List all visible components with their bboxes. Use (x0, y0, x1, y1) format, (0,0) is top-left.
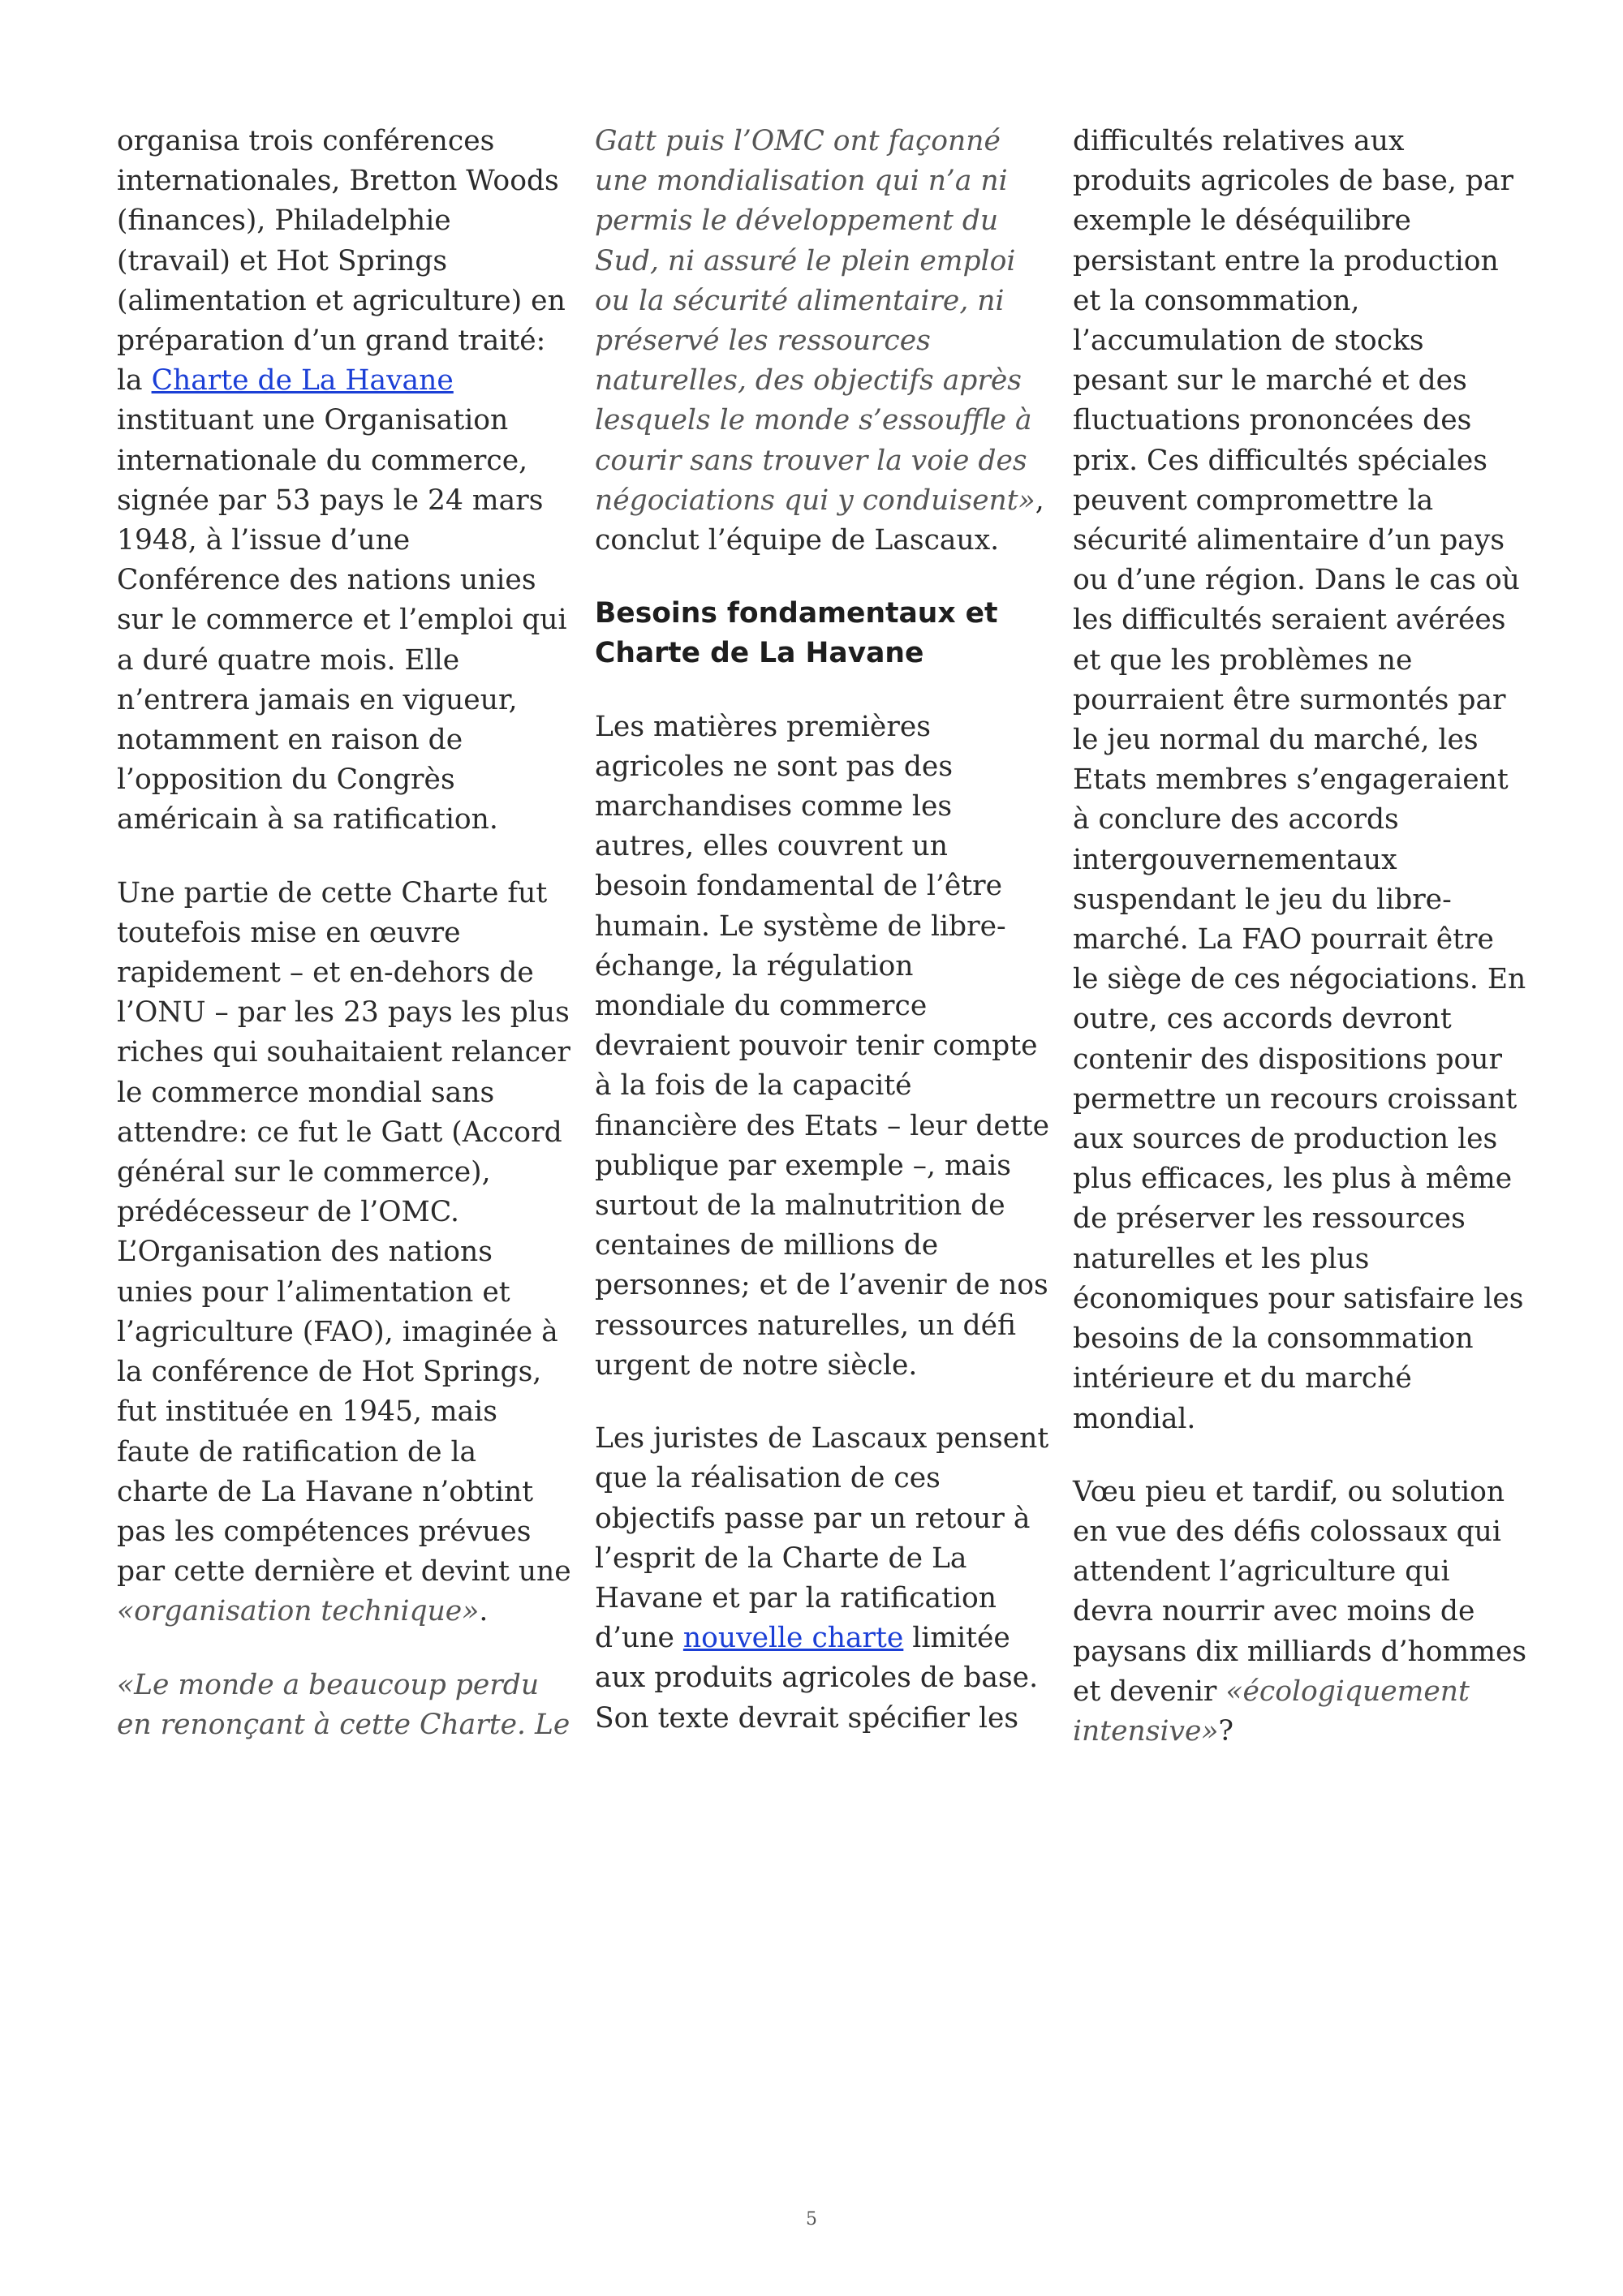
paragraph-quote-end (595, 122, 1049, 561)
paragraph-gatt (117, 874, 571, 1632)
paragraph-text: ? (1218, 1714, 1234, 1748)
paragraph-text: Les juristes de Lascaux pensent que la réalisation de ces objectifs passe par un retour à l’esprit de la Charte de La Havane et par la ratification d’une (595, 1422, 1049, 1655)
paragraph-difficultes: difficultés relatives aux produits agricoles de base, par exemple le déséquilibre persistant entre la production et la consommation, l’accumulation de stocks pesant sur le marché et des fluctuations prononcées des prix. Ces difficultés spéciales peuvent compromettre la sécurité alimentaire d’un pays ou d’une région. Dans le cas où les difficultés seraient avérées et que les problèmes ne pourraient être surmontés par le jeu normal du marché, les Etats membres s’engageraient à conclure des accords intergouvernementaux suspendant le jeu du libre-marché. La FAO pourrait être le siège de ces négociations. En outre, ces accords devront contenir des dispositions pour permettre un recours croissant aux sources de production les plus efficaces, les plus à même de préserver les ressources naturelles et les plus économiques pour satisfaire les besoins de la consommation intérieure et du marché mondial. (1073, 125, 1526, 1435)
paragraph-text: Vœu pieu et tardif, ou solution en vue des défis colossaux qui attendent l’agriculture qui devra nourrir avec moins de paysans dix milliards d’hommes et devenir (1073, 1475, 1527, 1708)
paragraph-juristes (595, 1419, 1049, 1739)
paragraph-text: . (479, 1595, 489, 1628)
paragraph-text: limitée aux produits agricoles de base. Son texte devrait spécifier les (595, 1622, 1039, 1735)
paragraph-conferences (117, 122, 571, 841)
paragraph-text: , conclut l’équipe de Lascaux. (595, 484, 1044, 557)
paragraph-conclusion (1073, 1473, 1527, 1752)
paragraph-text: organisa trois conférences internationales, Bretton Woods (finances), Philadelphie (travail) et Hot Springs (alimentation et agriculture) en préparation d’un grand traité: la (117, 125, 566, 398)
italic-quote: Gatt puis l’OMC ont façonné une mondialisation qui n’a ni permis le développement du Sud, ni assuré le plein emploi ou la sécurité alimentaire, ni préservé les ressources naturelles, des objectifs après lesquels le monde s’essouffle à courir sans trouver la voie des négociations qui y conduisent» (595, 125, 1035, 517)
italic-quote: «écologiquement intensive» (1073, 1675, 1470, 1748)
section-heading: Besoins fondamentaux et Charte de La Havane (595, 597, 998, 670)
column-1 (117, 122, 571, 1745)
column-3 (1073, 122, 1527, 1752)
page-number: 5 (806, 2209, 817, 2229)
paragraph-text: instituant une Organisation internationale du commerce, signée par 53 pays le 24 mars 1948, à l’issue d’une Conférence des nations unies sur le commerce et l’emploi qui a duré quatre mois. Elle n’entrera jamais en vigueur, notamment en raison de l’opposition du Congrès américain à sa ratification. (117, 404, 567, 836)
nouvelle-charte-link[interactable]: nouvelle charte (682, 1622, 904, 1655)
italic-quote: «organisation technique» (117, 1595, 480, 1628)
column-2 (595, 122, 1049, 1739)
charte-de-la-havane-link[interactable]: Charte de La Havane (151, 364, 454, 398)
paragraph-text: Une partie de cette Charte fut toutefois mise en œuvre rapidement – et en-dehors de l’ONU – par les 23 pays les plus riches qui souhaitaient relancer le commerce mondial sans attendre: ce fut le Gatt (Accord général sur le commerce), prédécesseur de l’OMC. L’Organisation des nations unies pour l’alimentation et l’agriculture (FAO), imaginée à la conférence de Hot Springs, fut instituée en 1945, mais faute de ratification de la charte de La Havane n’obtint pas les compétences prévues par cette dernière et devint une (117, 876, 571, 1589)
quote-start: «Le monde a beaucoup perdu en renonçant à cette Charte. Le (117, 1668, 570, 1741)
paragraph-matieres-premieres: Les matières premières agricoles ne sont pas des marchandises comme les autres, elles couvrent un besoin fondamental de l’être humain. Le système de libre-échange, la régulation mondiale du commerce devraient pouvoir tenir compte à la fois de la capacité financière des Etats – leur dette publique par exemple –, mais surtout de la malnutrition de centaines de millions de personnes; et de l’avenir de nos ressources naturelles, un défi urgent de notre siècle. (595, 710, 1049, 1382)
